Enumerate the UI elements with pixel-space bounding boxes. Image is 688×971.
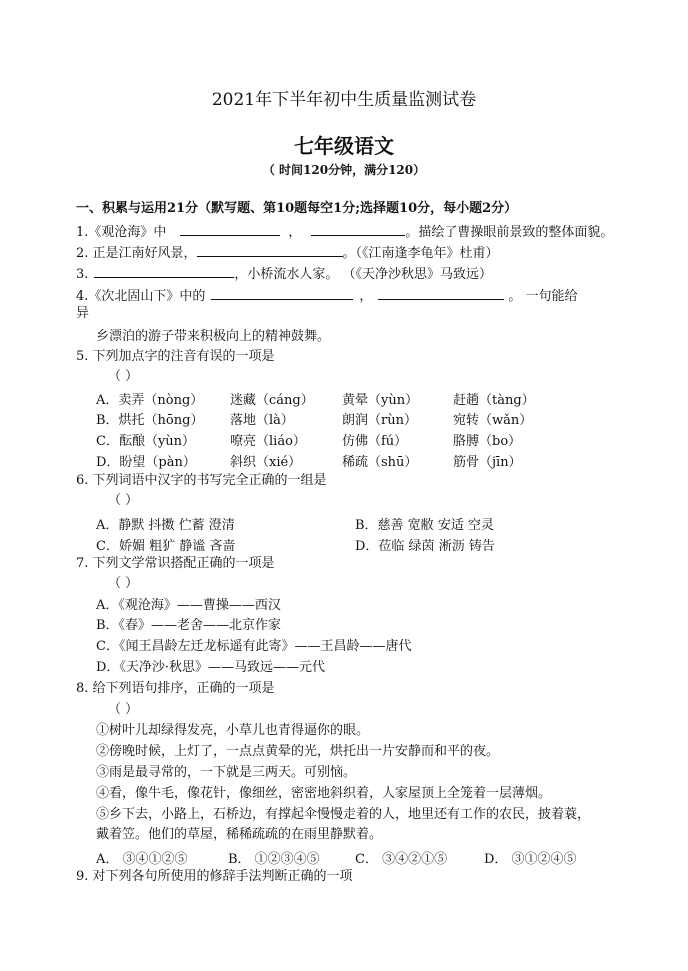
option-a: A． ③④①②⑤ bbox=[96, 852, 188, 867]
exam-subject: 七年级语文 bbox=[294, 134, 394, 158]
sentence-5-continued: 戴着笠。他们的草屋，稀稀疏疏的在雨里静默着。 bbox=[96, 827, 383, 842]
option-b: B． ①②③④⑤ bbox=[228, 852, 320, 867]
exam-time-info: （ 时间120分钟，满分120） bbox=[262, 163, 426, 177]
answer-blank[interactable] bbox=[197, 244, 343, 257]
question-3 bbox=[76, 265, 492, 283]
question-4 bbox=[76, 287, 578, 305]
answer-paren: （ ） bbox=[108, 702, 139, 717]
q4-continuation: 乡漂泊的游子带来积极向上的精神鼓舞。 bbox=[96, 329, 331, 344]
answer-blank[interactable] bbox=[94, 265, 234, 278]
option-b-3: 朗润（rùn） bbox=[342, 413, 417, 428]
sentence-4: ④看，像牛毛，像花针，像细丝，密密地斜织着，人家屋顶上全笼着一层薄烟。 bbox=[96, 786, 552, 801]
option-c-2: 嘹亮（liáo） bbox=[230, 434, 306, 449]
answer-blank[interactable] bbox=[378, 287, 504, 300]
option-b-4: 宛转（wǎn） bbox=[453, 413, 533, 428]
q2-text-b: 。（《江南逢李龟年》杜甫） bbox=[342, 246, 499, 261]
option-c: C． ③④②①⑤ bbox=[355, 852, 448, 867]
question-8-stem: 8. 给下列语句排序，正确的一项是 bbox=[76, 681, 275, 696]
q4-text-b: ， bbox=[359, 289, 373, 304]
answer-paren: （ ） bbox=[108, 369, 139, 384]
option-c: C．《闻王昌龄左迁龙标遥有此寄》——王昌龄——唐代 bbox=[96, 639, 412, 654]
option-d: D．莅临 绿茵 淅沥 铸告 bbox=[355, 539, 495, 554]
q1-text-b: ， bbox=[288, 225, 302, 240]
option-b-1: B．烘托（hōng） bbox=[96, 413, 204, 428]
question-5-stem: 5. 下列加点字的注音有误的一项是 bbox=[76, 349, 275, 364]
q2-text-a: 2. 正是江南好风景， bbox=[76, 246, 197, 261]
q4-text-a: 4.《次北固山下》中的 bbox=[76, 289, 206, 304]
question-1 bbox=[76, 223, 613, 241]
q3-text-a: 3. bbox=[76, 267, 89, 282]
answer-paren: （ ） bbox=[108, 576, 139, 591]
option-a-4: 赶趟（tàng） bbox=[453, 393, 535, 408]
option-a: A．《观沧海》——曹操——西汉 bbox=[96, 598, 281, 613]
answer-blank[interactable] bbox=[311, 223, 405, 236]
sentence-5: ⑤乡下去，小路上，石桥边，有撑起伞慢慢走着的人，地里还有工作的农民，披着蓑， bbox=[96, 807, 591, 822]
option-c-4: 胳膊（bo） bbox=[453, 434, 522, 449]
option-d: D．《天净沙·秋思》——马致远——元代 bbox=[96, 660, 326, 675]
answer-blank[interactable] bbox=[211, 287, 353, 300]
option-d-4: 筋骨（jīn） bbox=[453, 455, 522, 470]
option-b: B．《春》——老舍——北京作家 bbox=[96, 618, 282, 633]
sentence-2: ②傍晚时候，上灯了，一点点黄晕的光，烘托出一片安静而和平的夜。 bbox=[96, 744, 500, 759]
sentence-3: ③雨是最寻常的，一下就是三两天。可别恼。 bbox=[96, 765, 357, 780]
question-2 bbox=[76, 244, 499, 262]
option-c: C．娇媚 粗犷 静谧 吝啬 bbox=[96, 539, 236, 554]
exam-title: 2021年下半年初中生质量监测试卷 bbox=[211, 90, 477, 110]
option-a: A．静默 抖擞 伫蓄 澄清 bbox=[96, 518, 235, 533]
question-7-stem: 7. 下列文学常识搭配正确的一项是 bbox=[76, 556, 275, 571]
q4-text-c: 。 一句能给 bbox=[508, 289, 578, 304]
question-9-stem: 9. 对下列各句所使用的修辞手法判断正确的一项 bbox=[76, 869, 353, 884]
option-d: D． ③①②④⑤ bbox=[484, 852, 577, 867]
option-b: B．慈善 宽敝 安适 空灵 bbox=[355, 518, 494, 533]
option-d-2: 斜织（xié） bbox=[230, 455, 302, 470]
question-6-stem: 6. 下列词语中汉字的书写完全正确的一组是 bbox=[76, 473, 327, 488]
answer-blank[interactable] bbox=[180, 223, 280, 236]
sentence-1: ①树叶儿却绿得发亮，小草儿也青得逼你的眼。 bbox=[96, 723, 370, 738]
q1-text-c: 。描绘了曹操眼前景致的整体面貌。 bbox=[405, 225, 614, 240]
option-a-3: 黄晕（yùn） bbox=[342, 393, 419, 408]
option-d-1: D．盼望（pàn） bbox=[96, 455, 196, 470]
option-a-1: A．卖弄（nòng） bbox=[96, 393, 204, 408]
option-c-3: 仿佛（fú） bbox=[342, 434, 408, 449]
option-a-2: 迷藏（cáng） bbox=[230, 393, 314, 408]
answer-paren: （ ） bbox=[108, 493, 139, 508]
q4-wrap: 异 bbox=[76, 306, 90, 321]
option-b-2: 落地（là） bbox=[230, 413, 294, 428]
q3-text-b: ，小桥流水人家。 （《天净沙秋思》马致远） bbox=[234, 267, 493, 282]
option-d-3: 稀疏（shū） bbox=[342, 455, 418, 470]
q1-text-a: 1.《观沧海》中 bbox=[76, 225, 167, 240]
section-heading: 一、积累与运用21分（默写题、第10题每空1分;选择题10分，每小题2分） bbox=[76, 201, 518, 216]
option-c-1: C．酝酿（yùn） bbox=[96, 434, 196, 449]
